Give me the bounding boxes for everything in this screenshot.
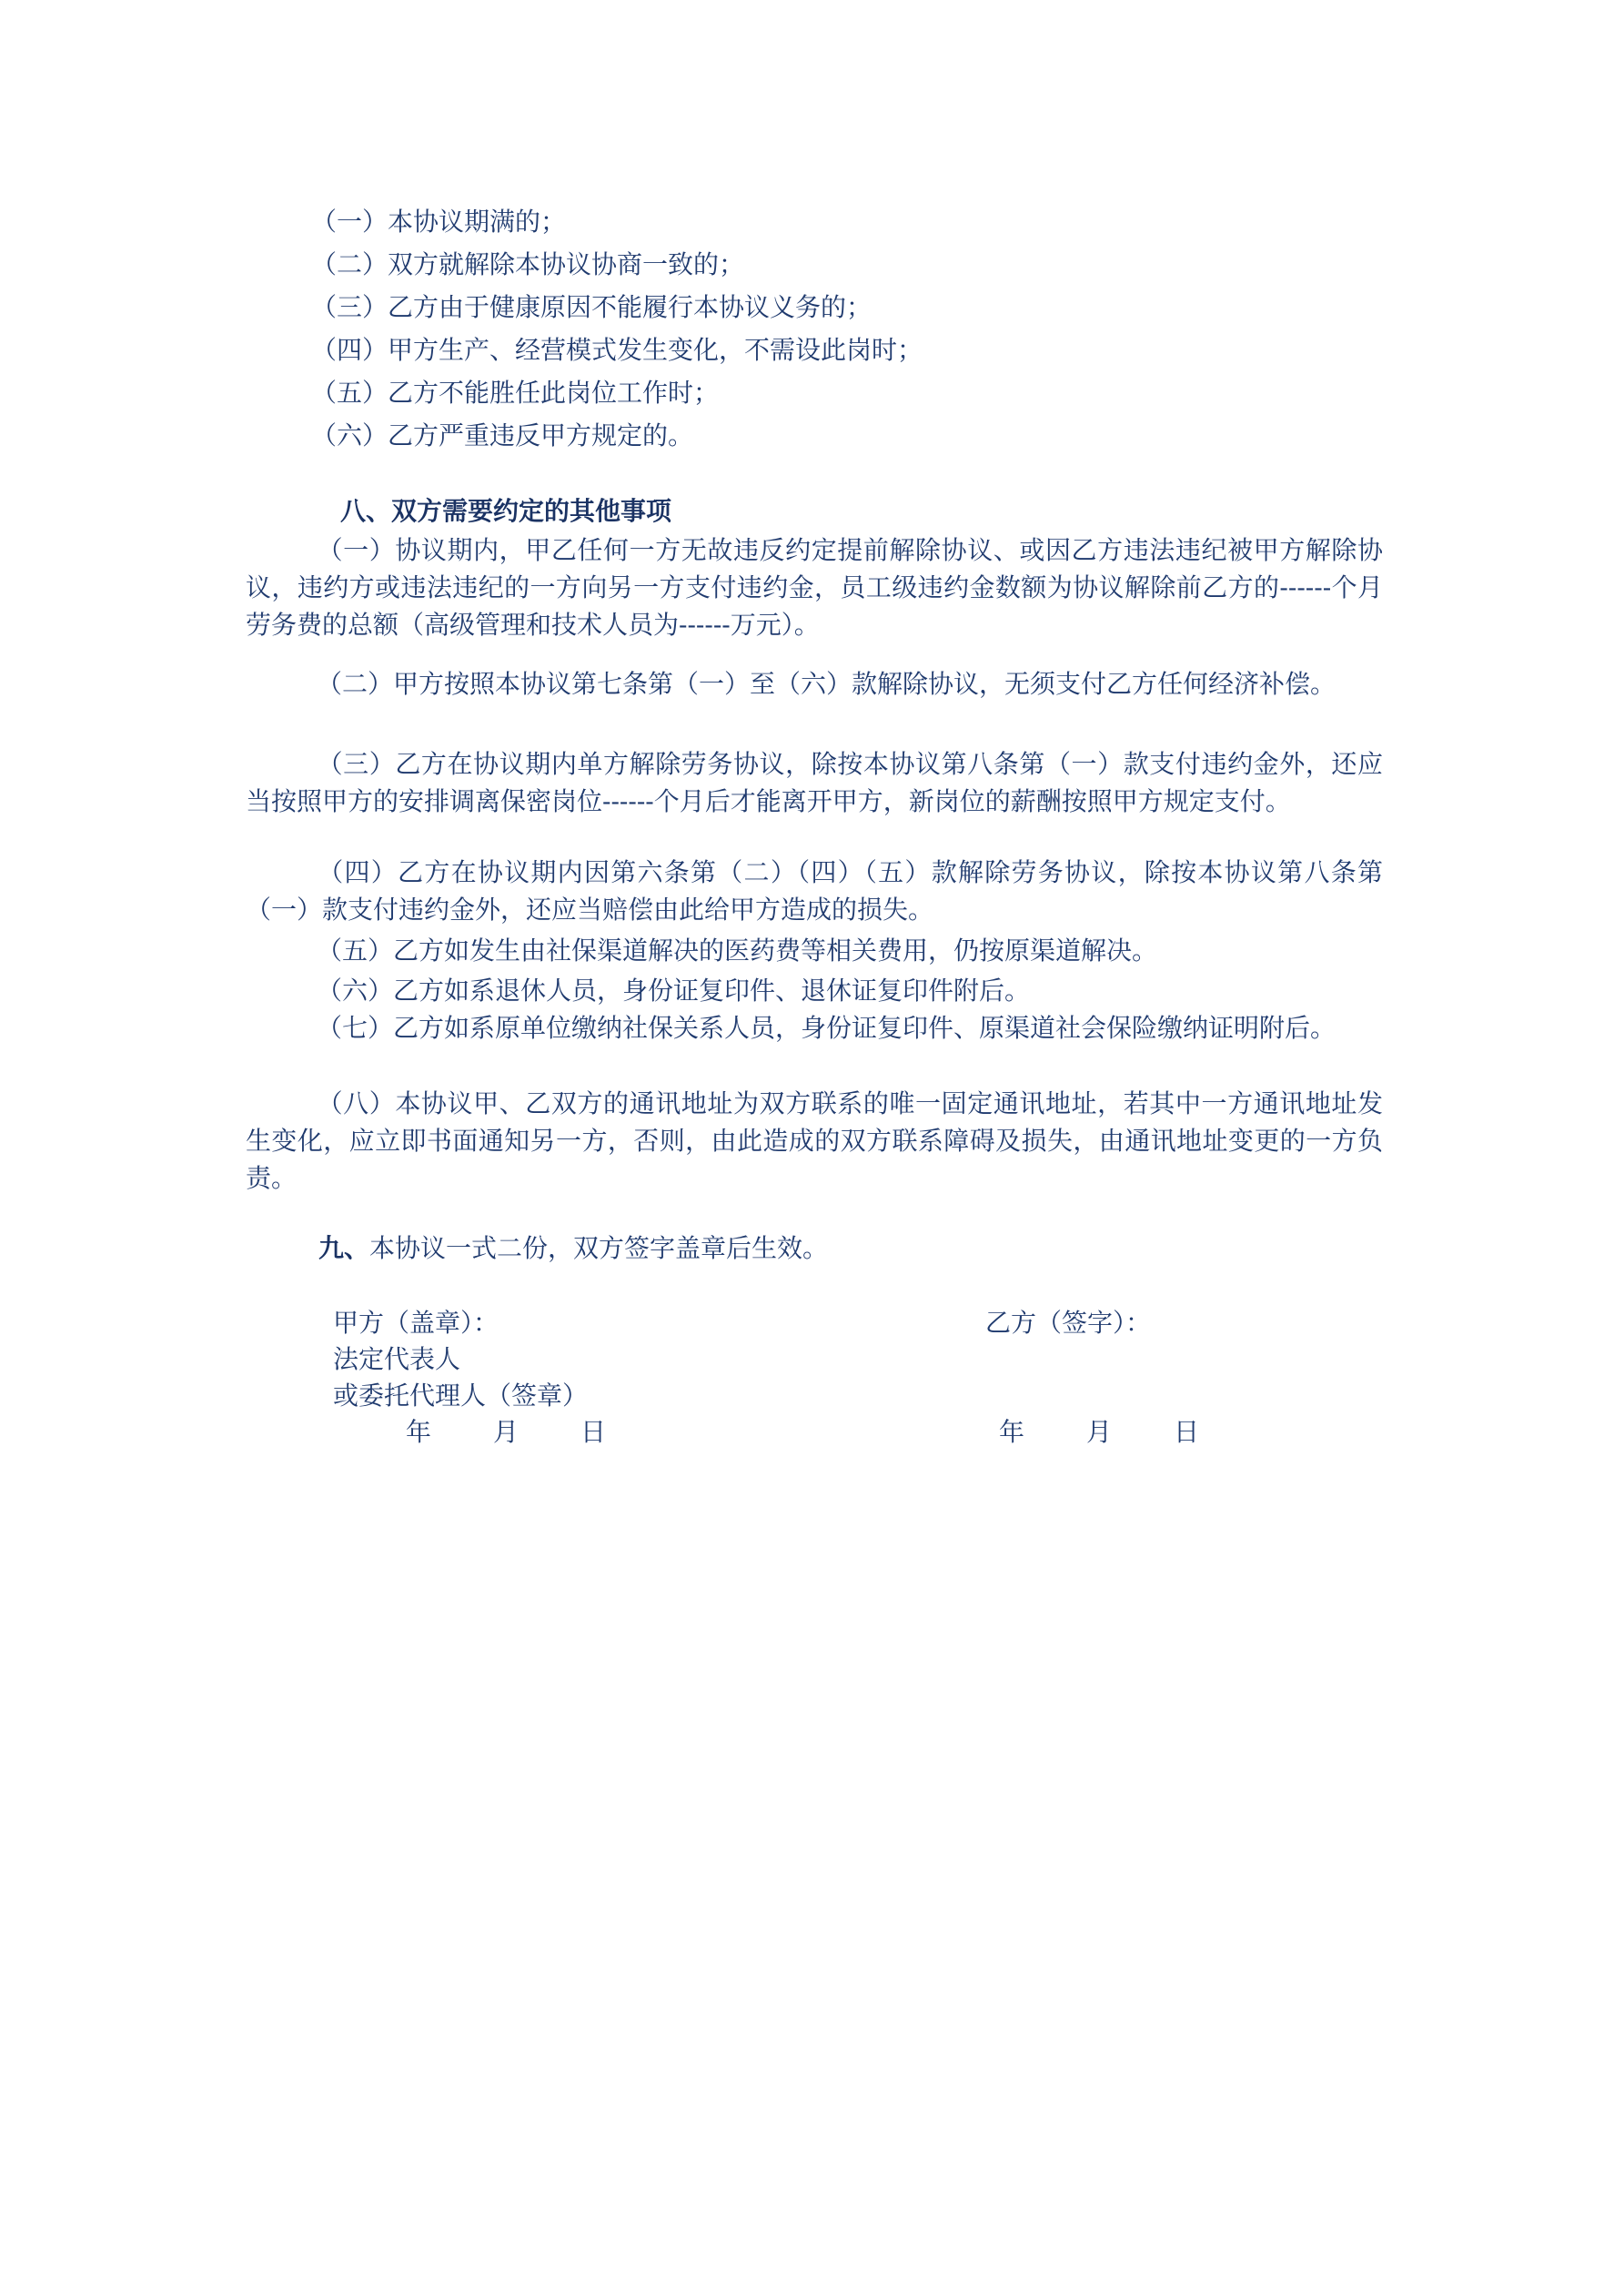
party-a-year: 年 xyxy=(406,1417,432,1447)
paragraph-text: （二）甲方按照本协议第七条第（一）至（六）款解除协议，无须支付乙方任何经济补偿。 xyxy=(317,669,1337,699)
list-item: （二）双方就解除本协议协商一致的； xyxy=(311,249,745,279)
section-nine xyxy=(318,1234,828,1263)
party-a-month: 月 xyxy=(493,1417,519,1447)
paragraph xyxy=(246,531,1383,643)
paragraph-text: （七）乙方如系原单位缴纳社保关系人员，身份证复印件、原渠道社会保险缴纳证明附后。 xyxy=(317,1013,1337,1043)
paragraph-text: （八）本协议甲、乙双方的通讯地址为双方联系的唯一固定通讯地址，若其中一方通讯地址发生变化，应立即书面通知另一方，否则，由此造成的双方联系障碍及损失，由通讯地址变更的一方负责。 xyxy=(246,1088,1383,1193)
list-item: （四）甲方生产、经营模式发生变化，不需设此岗时； xyxy=(311,335,923,365)
party-b-month: 月 xyxy=(1086,1417,1113,1447)
list-item: （六）乙方严重违反甲方规定的。 xyxy=(311,420,694,450)
party-b-label: 乙方（签字）： xyxy=(985,1308,1152,1338)
party-a-day: 日 xyxy=(580,1417,607,1447)
list-item: （一）本协议期满的； xyxy=(311,207,567,237)
paragraph-text: （一）协议期内，甲乙任何一方无故违反约定提前解除协议、或因乙方违法违纪被甲方解除协议，违约方或违法违纪的一方向另一方支付违约金，员工级违约金数额为协议解除前乙方的------个月劳务费的总额（高级管理和技术人员为------万元）。 xyxy=(246,535,1383,640)
paragraph xyxy=(246,972,1383,1009)
paragraph xyxy=(246,665,1383,703)
paragraph-text: （三）乙方在协议期内单方解除劳务协议，除按本协议第八条第（一）款支付违约金外，还应当按照甲方的安排调离保密岗位------个月后才能离开甲方，新岗位的薪酬按照甲方规定支付。 xyxy=(246,749,1383,816)
party-a-label: 甲方（盖章）： xyxy=(333,1308,499,1338)
paragraph xyxy=(246,745,1383,820)
paragraph-text: （六）乙方如系退休人员，身份证复印件、退休证复印件附后。 xyxy=(317,976,1031,1006)
agent-label: 或委托代理人（签章） xyxy=(333,1381,589,1411)
paragraph xyxy=(246,1085,1383,1197)
party-b-year: 年 xyxy=(999,1417,1025,1447)
paragraph xyxy=(246,1009,1383,1047)
paragraph-text: （四）乙方在协议期内因第六条第（二）（四）（五）款解除劳务协议，除按本协议第八条第（一）款支付违约金外，还应当赔偿由此给甲方造成的损失。 xyxy=(246,857,1383,925)
party-b-day: 日 xyxy=(1174,1417,1200,1447)
list-item: （三）乙方由于健康原因不能履行本协议义务的； xyxy=(311,292,873,322)
section-heading: 八、双方需要约定的其他事项 xyxy=(340,496,672,526)
section-heading: 九、 xyxy=(318,1233,370,1263)
legal-representative-label: 法定代表人 xyxy=(333,1344,461,1374)
paragraph xyxy=(246,932,1383,969)
section-text: 本协议一式二份，双方签字盖章后生效。 xyxy=(369,1233,829,1263)
paragraph-text: （五）乙方如发生由社保渠道解决的医药费等相关费用，仍按原渠道解决。 xyxy=(317,936,1158,966)
list-item: （五）乙方不能胜任此岗位工作时； xyxy=(311,378,720,408)
paragraph xyxy=(246,854,1383,928)
